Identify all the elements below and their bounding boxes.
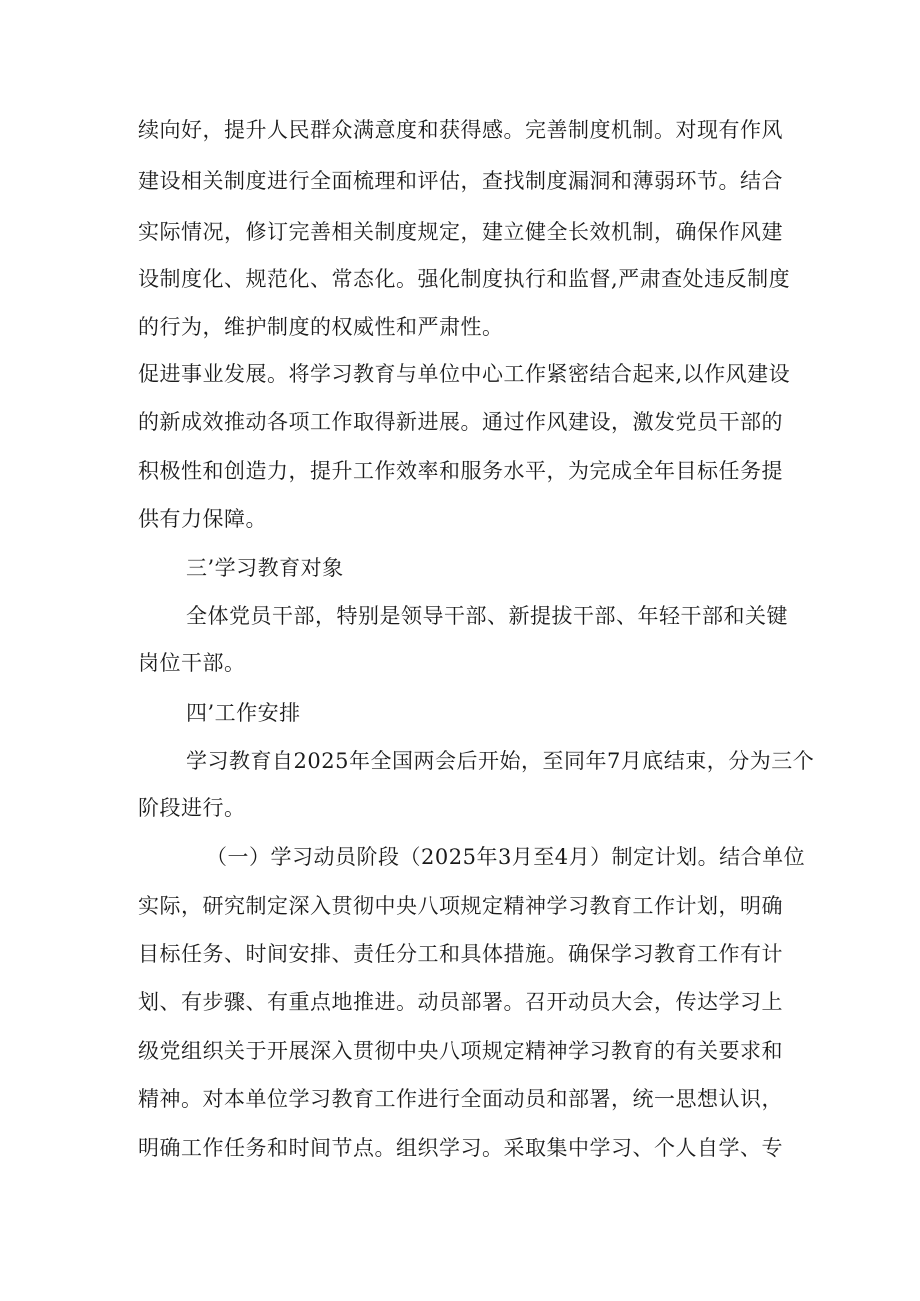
text-line: 建设相关制度进行全面梳理和评估，查找制度漏洞和薄弱环节。结合 — [138, 169, 783, 193]
text-line: 学习教育自2025年全国两会后开始，至同年7月底结束，分为三个 — [186, 749, 815, 773]
section-heading: 四’工作安排 — [186, 701, 301, 725]
text-line: 划、有步骤、有重点地推进。动员部署。召开动员大会，传达学习上 — [138, 990, 783, 1014]
text-line: 的新成效推动各项工作取得新进展。通过作风建设，激发党员干部的 — [138, 410, 783, 434]
text-line: 设制度化、规范化、常态化。强化制度执行和监督,严肃查处违反制度 — [138, 267, 791, 291]
section-heading: 三’学习教育对象 — [186, 556, 344, 580]
text-line: 促进事业发展。将学习教育与单位中心工作紧密结合起来,以作风建设 — [138, 362, 791, 386]
text-line: 实际，研究制定深入贯彻中央八项规定精神学习教育工作计划，明确 — [138, 894, 783, 918]
text-line: 岗位干部。 — [138, 651, 246, 675]
text-line: 全体党员干部，特别是领导干部、新提拔干部、年轻干部和关键 — [186, 604, 788, 628]
text-line: 的行为，维护制度的权威性和严肃性。 — [138, 315, 504, 339]
text-line: 阶段进行。 — [138, 796, 246, 820]
text-line: 精神。对本单位学习教育工作进行全面动员和部署，统一思想认识， — [138, 1087, 783, 1111]
text-line: 实际情况，修订完善相关制度规定，建立健全长效机制，确保作风建 — [138, 220, 783, 244]
text-line: 续向好，提升人民群众满意度和获得感。完善制度机制。对现有作风 — [138, 118, 783, 142]
text-line: （一）学习动员阶段（2025年3月至4月）制定计划。结合单位 — [206, 845, 806, 869]
text-line: 目标任务、时间安排、责任分工和具体措施。确保学习教育工作有计 — [138, 942, 783, 966]
text-line: 明确工作任务和时间节点。组织学习。采取集中学习、个人自学、专 — [138, 1136, 783, 1160]
text-line: 积极性和创造力，提升工作效率和服务水平，为完成全年目标任务提 — [138, 459, 783, 483]
text-line: 供有力保障。 — [138, 507, 267, 531]
text-line: 级党组织关于开展深入贯彻中央八项规定精神学习教育的有关要求和 — [138, 1039, 783, 1063]
